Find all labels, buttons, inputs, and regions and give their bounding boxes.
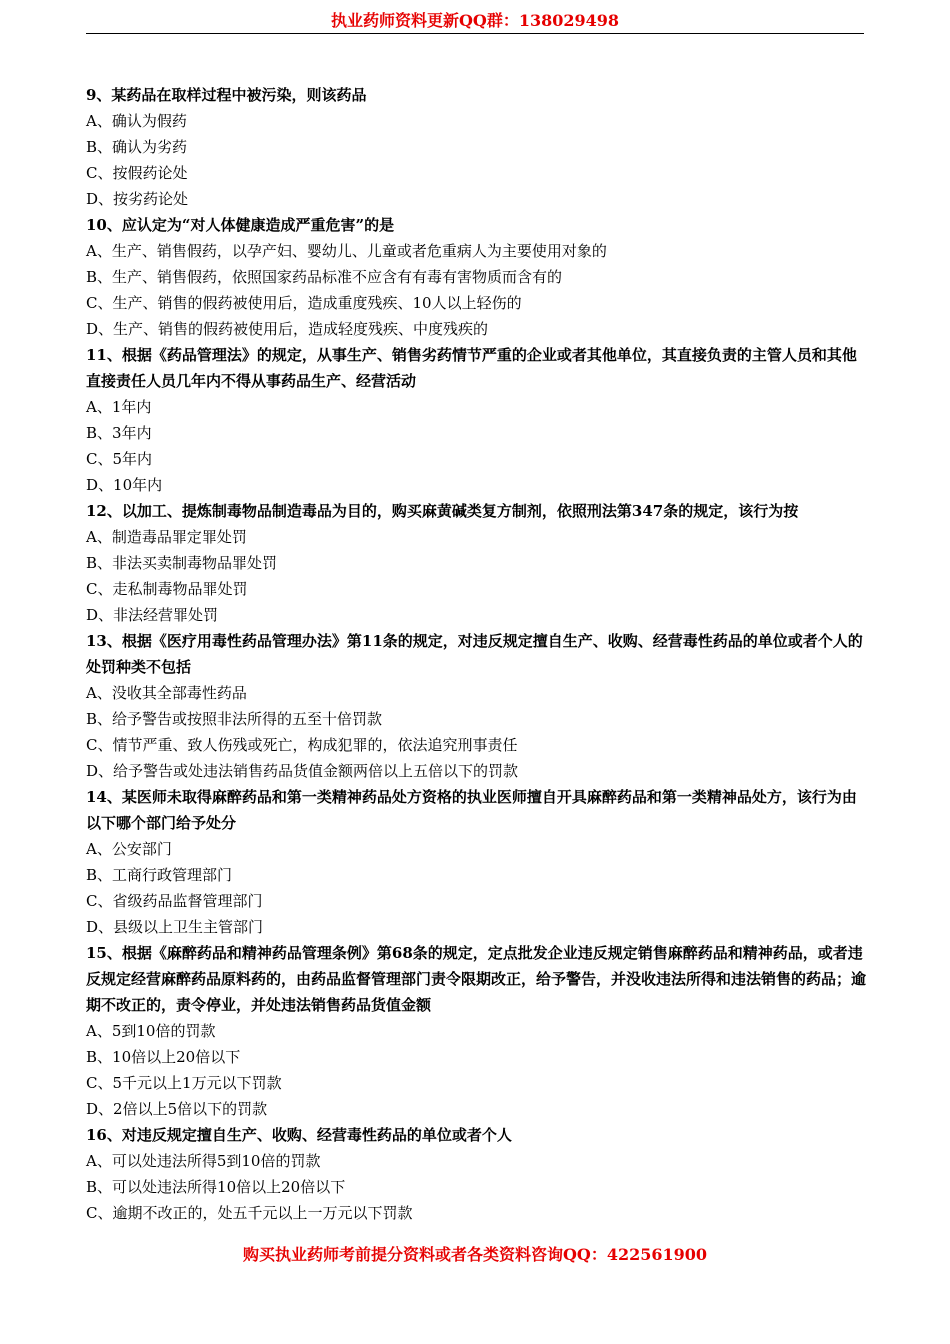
answer-option: D、2倍以上5倍以下的罚款 [86,1100,268,1118]
answer-option: C、省级药品监督管理部门 [86,892,263,910]
answer-option: A、没收其全部毒性药品 [86,684,247,702]
answer-option: B、确认为劣药 [86,138,188,156]
question-block [86,82,866,212]
question-block [86,342,866,498]
answer-option: C、走私制毒物品罪处罚 [86,580,248,598]
page-footer: 购买执业药师考前提分资料或者各类资料咨询QQ：422561900 [242,1245,708,1264]
answer-option: B、10倍以上20倍以下 [86,1048,241,1066]
question-stem: 15、根据《麻醉药品和精神药品管理条例》第68条的规定，定点批发企业违反规定销售麻醉药品和精神药品，或者违反规定经营麻醉药品原料药的，由药品监督管理部门责令限期改正，给予警告，并没收违法所得和违法销售的药品；逾期不改正的，责令停业，并处违法销售药品货值金额 [86,944,867,1014]
answer-option: C、5年内 [86,450,153,468]
answer-option: A、制造毒品罪定罪处罚 [86,528,247,546]
answer-option: B、给予警告或按照非法所得的五至十倍罚款 [86,710,383,728]
answer-option: A、5到10倍的罚款 [86,1022,216,1040]
question-block [86,498,866,628]
answer-option: C、情节严重、致人伤残或死亡，构成犯罪的，依法追究刑事责任 [86,736,518,754]
answer-option: A、生产、销售假药，以孕产妇、婴幼儿、儿童或者危重病人为主要使用对象的 [86,242,607,260]
answer-option: B、生产、销售假药，依照国家药品标准不应含有有毒有害物质而含有的 [86,268,563,286]
question-list [86,82,866,1226]
page-header: 执业药师资料更新QQ群：138029498 [330,11,620,30]
answer-option: D、10年内 [86,476,163,494]
answer-option: D、按劣药论处 [86,190,189,208]
question-stem: 12、以加工、提炼制毒物品制造毒品为目的，购买麻黄碱类复方制剂，依照刑法第347条的规定，该行为按 [86,502,799,520]
question-block [86,628,866,784]
header-divider [86,33,864,34]
question-stem: 16、对违反规定擅自生产、收购、经营毒性药品的单位或者个人 [86,1126,512,1144]
answer-option: D、县级以上卫生主管部门 [86,918,264,936]
answer-option: B、可以处违法所得10倍以上20倍以下 [86,1178,346,1196]
answer-option: C、逾期不改正的，处五千元以上一万元以下罚款 [86,1204,413,1222]
answer-option: C、按假药论处 [86,164,188,182]
question-stem: 10、应认定为“对人体健康造成严重危害”的是 [86,216,395,234]
question-block [86,784,866,940]
answer-option: D、给予警告或处违法销售药品货值金额两倍以上五倍以下的罚款 [86,762,519,780]
answer-option: B、非法买卖制毒物品罪处罚 [86,554,278,572]
answer-option: A、1年内 [86,398,152,416]
question-stem: 14、某医师未取得麻醉药品和第一类精神药品处方资格的执业医师擅自开具麻醉药品和第一类精神品处方，该行为由以下哪个部门给予处分 [86,788,857,832]
question-stem: 9、某药品在取样过程中被污染，则该药品 [86,86,367,104]
answer-option: C、生产、销售的假药被使用后，造成重度残疾、10人以上轻伤的 [86,294,522,312]
question-block [86,212,866,342]
question-block [86,940,866,1122]
answer-option: A、确认为假药 [86,112,187,130]
question-block [86,1122,866,1226]
answer-option: B、3年内 [86,424,152,442]
answer-option: D、非法经营罪处罚 [86,606,219,624]
question-stem: 13、根据《医疗用毒性药品管理办法》第11条的规定，对违反规定擅自生产、收购、经营毒性药品的单位或者个人的处罚种类不包括 [86,632,863,676]
answer-option: A、公安部门 [86,840,172,858]
answer-option: C、5千元以上1万元以下罚款 [86,1074,282,1092]
answer-option: A、可以处违法所得5到10倍的罚款 [86,1152,321,1170]
answer-option: B、工商行政管理部门 [86,866,233,884]
question-stem: 11、根据《药品管理法》的规定，从事生产、销售劣药情节严重的企业或者其他单位，其直接负责的主管人员和其他直接责任人员几年内不得从事药品生产、经营活动 [86,346,857,390]
answer-option: D、生产、销售的假药被使用后，造成轻度残疾、中度残疾的 [86,320,489,338]
